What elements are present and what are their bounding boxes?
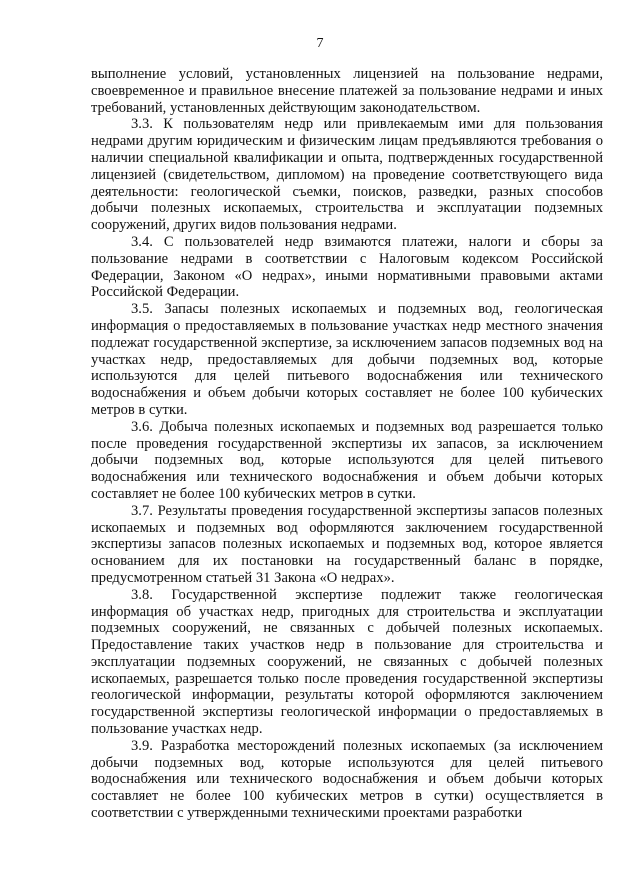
paragraph-3-6: 3.6. Добыча полезных ископаемых и подземных вод разрешается только после проведения государственной экспертизы их запасов, за исключением добычи подземных вод, которые используются для целей питьевого водоснабжения или технического водоснабжения и объем добычи которых составляет не более 100 кубических метров в сутки. xyxy=(91,418,603,502)
paragraph-3-9: 3.9. Разработка месторождений полезных ископаемых (за исключением добычи подземных вод, которые используются для целей питьевого водоснабжения или технического водоснабжения и объем добычи которых составляет не более 100 кубических метров в сутки) осуществляется в соответствии с утвержденными техническими проектами разработки xyxy=(91,737,603,822)
document-body xyxy=(91,66,603,822)
paragraph-3-4: 3.4. С пользователей недр взимаются платежи, налоги и сборы за пользование недрами в соответствии с Налоговым кодексом Российской Федерации, Законом «О недрах», иными нормативными правовыми актами Российской Федерации. xyxy=(91,233,603,301)
paragraph-3-3: 3.3. К пользователям недр или привлекаемым ими для пользования недрами другим юридическим и физическим лицам предъявляются требования о наличии специальной квалификации и опыта, подтвержденных государственной лицензией (свидетельством, дипломом) на проведение соответствующего вида деятельности: геологической съемки, поисков, разведки, разных способов добычи полезных ископаемых, строительства и эксплуатации подземных сооружений, других видов пользования недрами. xyxy=(91,116,603,234)
page-number: 7 xyxy=(316,36,324,51)
paragraph-continuation: выполнение условий, установленных лицензией на пользование недрами, своевременное и правильное внесение платежей за пользование недрами и иных требований, установленных действующим законодательством. xyxy=(91,66,603,116)
paragraph-3-5: 3.5. Запасы полезных ископаемых и подземных вод, геологическая информация о предоставляемых в пользование участках недр местного значения подлежат государственной экспертизе, за исключением запасов подземных вод на участках недр, предоставляемых для добычи подземных вод, которые используются для целей питьевого водоснабжения или технического водоснабжения и объем добычи которых составляет не более 100 кубических метров в сутки. xyxy=(91,301,603,418)
paragraph-3-7: 3.7. Результаты проведения государственной экспертизы запасов полезных ископаемых и подземных вод оформляются заключением государственной экспертизы запасов полезных ископаемых и подземных вод, которое является основанием для их постановки на государственный баланс в порядке, предусмотренном статьей 31 Закона «О недрах». xyxy=(91,502,603,586)
paragraph-3-8: 3.8. Государственной экспертизе подлежит также геологическая информация об участках недр, пригодных для строительства и эксплуатации подземных сооружений, не связанных с добычей полезных ископаемых. Предоставление таких участков недр в пользование для строительства и эксплуатации подземных сооружений, не связанных с добычей полезных ископаемых, разрешается только после проведения государственной экспертизы геологической информации, результаты которой оформляются заключением государственной экспертизы геологической информации о предоставляемых в пользование участках недр. xyxy=(91,586,603,738)
